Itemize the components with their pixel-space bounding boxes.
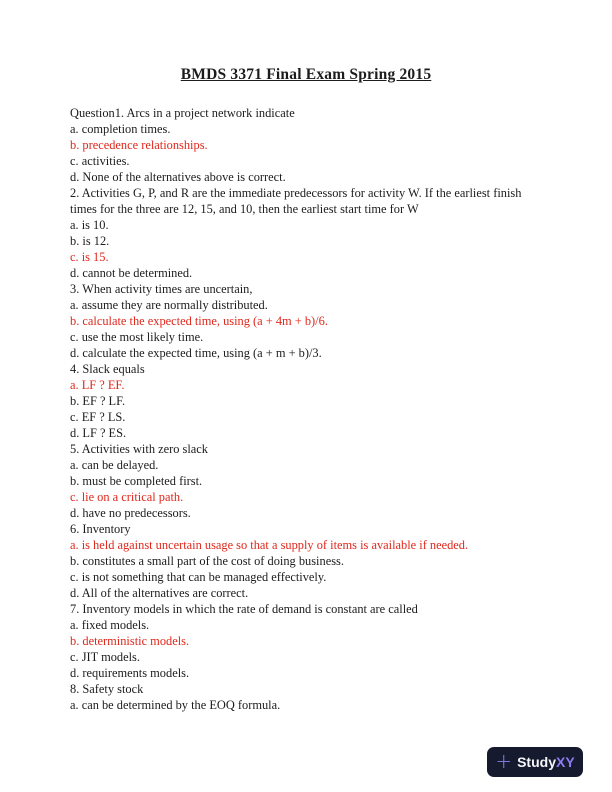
exam-line: 8. Safety stock: [70, 682, 144, 696]
exam-line: c. use the most likely time.: [70, 330, 204, 344]
exam-line: d. calculate the expected time, using (a + m + b)/3.: [70, 346, 322, 360]
exam-line: 3. When activity times are uncertain,: [70, 282, 253, 296]
exam-line: d. cannot be determined.: [70, 266, 193, 280]
exam-line: c. activities.: [70, 154, 130, 168]
exam-line: c. is not something that can be managed effectively.: [70, 570, 327, 584]
exam-line: c. is 15.: [70, 250, 109, 264]
exam-line: a. LF ? EF.: [70, 378, 125, 392]
exam-line: a. can be delayed.: [70, 458, 159, 472]
exam-line: a. is 10.: [70, 218, 109, 232]
exam-line: 2. Activities G, P, and R are the immediate predecessors for activity W. If the earliest finish: [70, 186, 522, 200]
exam-lines: [70, 105, 574, 713]
exam-line: b. calculate the expected time, using (a + 4m + b)/6.: [70, 314, 328, 328]
studyxy-wordmark-xy: XY: [555, 754, 575, 770]
exam-line: b. must be completed first.: [70, 474, 203, 488]
exam-line: a. assume they are normally distributed.: [70, 298, 268, 312]
exam-line: c. JIT models.: [70, 650, 140, 664]
exam-line: 4. Slack equals: [70, 362, 145, 376]
exam-line: a. can be determined by the EOQ formula.: [70, 698, 281, 712]
exam-line: 6. Inventory: [70, 522, 131, 536]
exam-line: Question1. Arcs in a project network indicate: [70, 106, 295, 120]
exam-line: d. LF ? ES.: [70, 426, 127, 440]
exam-line: d. requirements models.: [70, 666, 190, 680]
exam-line: c. lie on a critical path.: [70, 490, 184, 504]
studyxy-wordmark-study: Study: [517, 754, 556, 770]
exam-line: a. completion times.: [70, 122, 171, 136]
studyxy-wordmark: [517, 755, 575, 769]
exam-line: a. fixed models.: [70, 618, 150, 632]
exam-line: 7. Inventory models in which the rate of demand is constant are called: [70, 602, 418, 616]
exam-line: times for the three are 12, 15, and 10, then the earliest start time for W: [70, 202, 419, 216]
exam-title: BMDS 3371 Final Exam Spring 2015: [180, 66, 432, 83]
exam-line: b. deterministic models.: [70, 634, 190, 648]
exam-line: a. is held against uncertain usage so that a supply of items is available if needed.: [70, 538, 469, 552]
exam-line: b. EF ? LF.: [70, 394, 126, 408]
plus-icon: +: [495, 749, 513, 773]
exam-line: d. None of the alternatives above is correct.: [70, 170, 286, 184]
exam-line: b. is 12.: [70, 234, 110, 248]
exam-line: 5. Activities with zero slack: [70, 442, 208, 456]
exam-line: b. precedence relationships.: [70, 138, 208, 152]
exam-line: d. have no predecessors.: [70, 506, 191, 520]
exam-line: b. constitutes a small part of the cost of doing business.: [70, 554, 344, 568]
studyxy-badge[interactable]: [487, 747, 583, 777]
exam-line: d. All of the alternatives are correct.: [70, 586, 249, 600]
exam-line: c. EF ? LS.: [70, 410, 126, 424]
